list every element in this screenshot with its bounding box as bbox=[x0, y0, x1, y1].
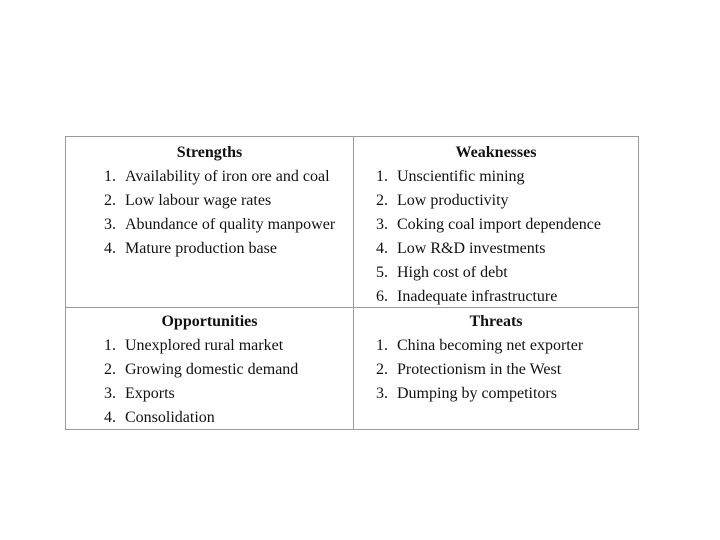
item-number: 6. bbox=[376, 288, 388, 305]
item-number: 2. bbox=[376, 192, 388, 209]
item-number: 4. bbox=[376, 240, 388, 257]
item-number: 1. bbox=[376, 168, 388, 185]
list-item bbox=[94, 334, 353, 358]
list-item bbox=[94, 237, 353, 261]
item-number: 1. bbox=[376, 337, 388, 354]
item-number: 2. bbox=[104, 192, 116, 209]
list-item bbox=[94, 189, 353, 213]
item-text: Coking coal import dependence bbox=[397, 216, 601, 233]
list-item bbox=[94, 213, 353, 237]
item-number: 2. bbox=[376, 361, 388, 378]
weaknesses-heading: Weaknesses bbox=[455, 144, 537, 161]
item-text: Availability of iron ore and coal bbox=[125, 168, 330, 185]
item-text: Unscientific mining bbox=[397, 168, 525, 185]
item-number: 5. bbox=[376, 264, 388, 281]
threats-cell bbox=[354, 308, 638, 430]
weaknesses-list bbox=[354, 165, 638, 309]
item-text: Dumping by competitors bbox=[397, 385, 557, 402]
item-number: 1. bbox=[104, 337, 116, 354]
item-number: 3. bbox=[104, 385, 116, 402]
item-text: Consolidation bbox=[125, 409, 215, 426]
item-number: 4. bbox=[104, 240, 116, 257]
list-item bbox=[94, 358, 353, 382]
list-item bbox=[94, 406, 353, 430]
threats-heading: Threats bbox=[469, 313, 523, 330]
item-text: Unexplored rural market bbox=[125, 337, 284, 354]
threats-list bbox=[354, 334, 638, 406]
strengths-list bbox=[66, 165, 353, 261]
item-text: Abundance of quality manpower bbox=[125, 216, 336, 233]
item-text: Protectionism in the West bbox=[397, 361, 562, 378]
opportunities-heading: Opportunities bbox=[161, 313, 258, 330]
strengths-heading: Strengths bbox=[176, 144, 243, 161]
item-number: 4. bbox=[104, 409, 116, 426]
list-item bbox=[366, 285, 638, 309]
item-number: 3. bbox=[104, 216, 116, 233]
item-text: Growing domestic demand bbox=[125, 361, 299, 378]
swot-table bbox=[65, 136, 639, 430]
item-number: 2. bbox=[104, 361, 116, 378]
opportunities-cell bbox=[66, 308, 354, 430]
list-item bbox=[366, 382, 638, 406]
list-item bbox=[94, 382, 353, 406]
item-number: 1. bbox=[104, 168, 116, 185]
item-text: Exports bbox=[125, 385, 175, 402]
item-text: Low labour wage rates bbox=[125, 192, 272, 209]
weaknesses-cell bbox=[354, 137, 638, 308]
list-item bbox=[366, 189, 638, 213]
opportunities-list bbox=[66, 334, 353, 430]
item-text: China becoming net exporter bbox=[397, 337, 584, 354]
item-text: High cost of debt bbox=[397, 264, 508, 281]
item-text: Mature production base bbox=[125, 240, 277, 257]
item-text: Inadequate infrastructure bbox=[397, 288, 558, 305]
list-item bbox=[94, 165, 353, 189]
list-item bbox=[366, 358, 638, 382]
strengths-cell bbox=[66, 137, 354, 308]
item-text: Low productivity bbox=[397, 192, 509, 209]
item-number: 3. bbox=[376, 385, 388, 402]
list-item bbox=[366, 261, 638, 285]
list-item bbox=[366, 213, 638, 237]
list-item bbox=[366, 237, 638, 261]
list-item bbox=[366, 165, 638, 189]
list-item bbox=[366, 334, 638, 358]
item-text: Low R&D investments bbox=[397, 240, 546, 257]
item-number: 3. bbox=[376, 216, 388, 233]
